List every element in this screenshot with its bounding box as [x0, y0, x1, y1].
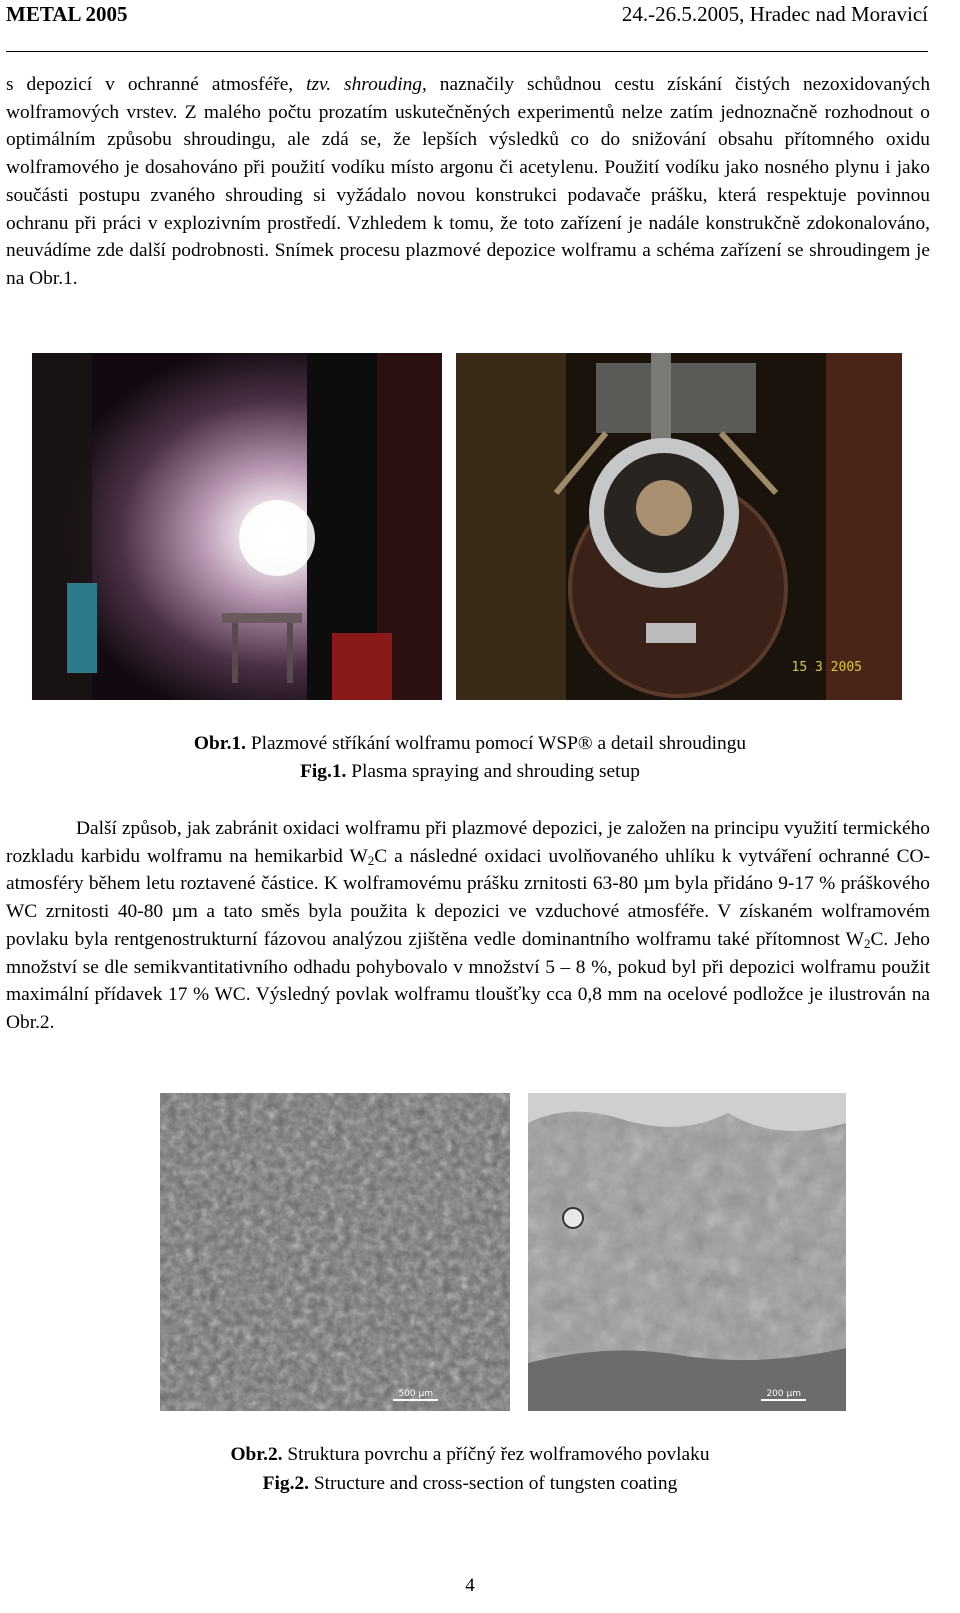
paragraph-text: s depozicí v ochranné atmosféře, [6, 74, 307, 95]
scale-bar-200: 200 µm [761, 1389, 806, 1401]
figure-label: Obr.2. [230, 1444, 283, 1465]
page-number: 4 [465, 1575, 475, 1596]
caption-text: Plasma spraying and shrouding setup [346, 761, 640, 782]
paragraph-text: Další způsob, jak zabránit oxidaci wolframu při plazmové depozici, je založen na principu využití termického rozkladu karbidu wolframu na hemikarbid W [6, 818, 930, 867]
header-rule [6, 51, 928, 52]
paragraph-text: , naznačily schůdnou cestu získání čistých nezoxidovaných wolframových vrstev. Z malého počtu prozatím uskutečněných experimentů nelze zatím jednoznačně rozhodnout o optimálním způsobu shroudingu, ale zdá se, že lepších výsledků co do snižování obsahu přítomného oxidu wolframového je dosahováno při použití vodíku místo argonu či acetylenu. Použití vodíku jako nosného plynu i jako součásti postupu zvaného shrouding si vyžádalo novou konstrukci podavače prášku, která respektuje povinnou ochranu při práci v explozivním prostředí. Vzhledem k tomu, že toto zařízení je nadále konstrukčně zdokonalováno, neuvádíme zde další podrobnosti. Snímek procesu plazmové depozice wolframu a schéma zařízení se shroudingem je na Obr.1. [6, 74, 931, 289]
caption-text: Plazmové stříkání wolframu pomocí WSP® a detail shroudingu [245, 733, 747, 754]
figure1-caption-cz [0, 730, 940, 758]
plasma-spraying-photo [32, 353, 442, 700]
figure1-caption-en [0, 758, 940, 786]
figure-label: Obr.1. [193, 733, 246, 754]
sem-surface-image [160, 1093, 510, 1411]
conference-date-place: 24.-26.5.2005, Hradec nad Moravicí [621, 2, 928, 26]
conference-name: METAL 2005 [6, 2, 128, 26]
shrouding-detail-image [456, 353, 902, 700]
paragraph-text: C a následné oxidaci uvolňovaného uhlíku k vytváření ochranné CO-atmosféry během letu roztavené částice. K wolframovému prášku zrnitosti 63-80 µm byla přidáno 9-17 % práškového WC zrnitosti 40-80 µm a tato směs byla použita k depozici ve vzduchové atmosféře. V získaném wolframovém povlaku byla rentgenostrukturní fázovou analýzou zjištěna vedle dominantního wolframu také přítomnost W [6, 845, 930, 950]
paragraph-carbide [6, 815, 930, 1037]
caption-text: Struktura povrchu a příčný řez wolframového povlaku [282, 1444, 710, 1465]
italic-term: tzv. shrouding [306, 74, 422, 95]
shrouding-detail-photo [456, 353, 902, 700]
sem-cross-section-image [528, 1093, 846, 1411]
page-header [6, 2, 928, 28]
figure-label: Fig.1. [300, 761, 347, 782]
figure-label: Fig.2. [262, 1473, 309, 1494]
sem-surface-photo [160, 1093, 510, 1411]
subscript: 2 [863, 935, 871, 951]
photo-date-stamp: 15 3 2005 [791, 660, 862, 675]
plasma-spraying-image [32, 353, 442, 700]
figure2-caption-en [0, 1470, 940, 1498]
sem-cross-section-photo [528, 1093, 846, 1411]
paragraph-text: C. Jeho množství se dle semikvantitativního odhadu pohybovalo v množství 5 – 8 %, pokud byl při depozici wolframu použit maximální přídavek 17 % WC. Výsledný povlak wolframu tloušťky cca 0,8 mm na ocelové podložce je ilustrován na Obr.2. [6, 928, 930, 1033]
subscript: 2 [367, 852, 375, 868]
caption-text: Structure and cross-section of tungsten coating [309, 1473, 678, 1494]
paragraph-shrouding [6, 71, 930, 293]
figure2-caption-cz [0, 1441, 940, 1469]
scale-bar-500: 500 µm [393, 1389, 438, 1401]
